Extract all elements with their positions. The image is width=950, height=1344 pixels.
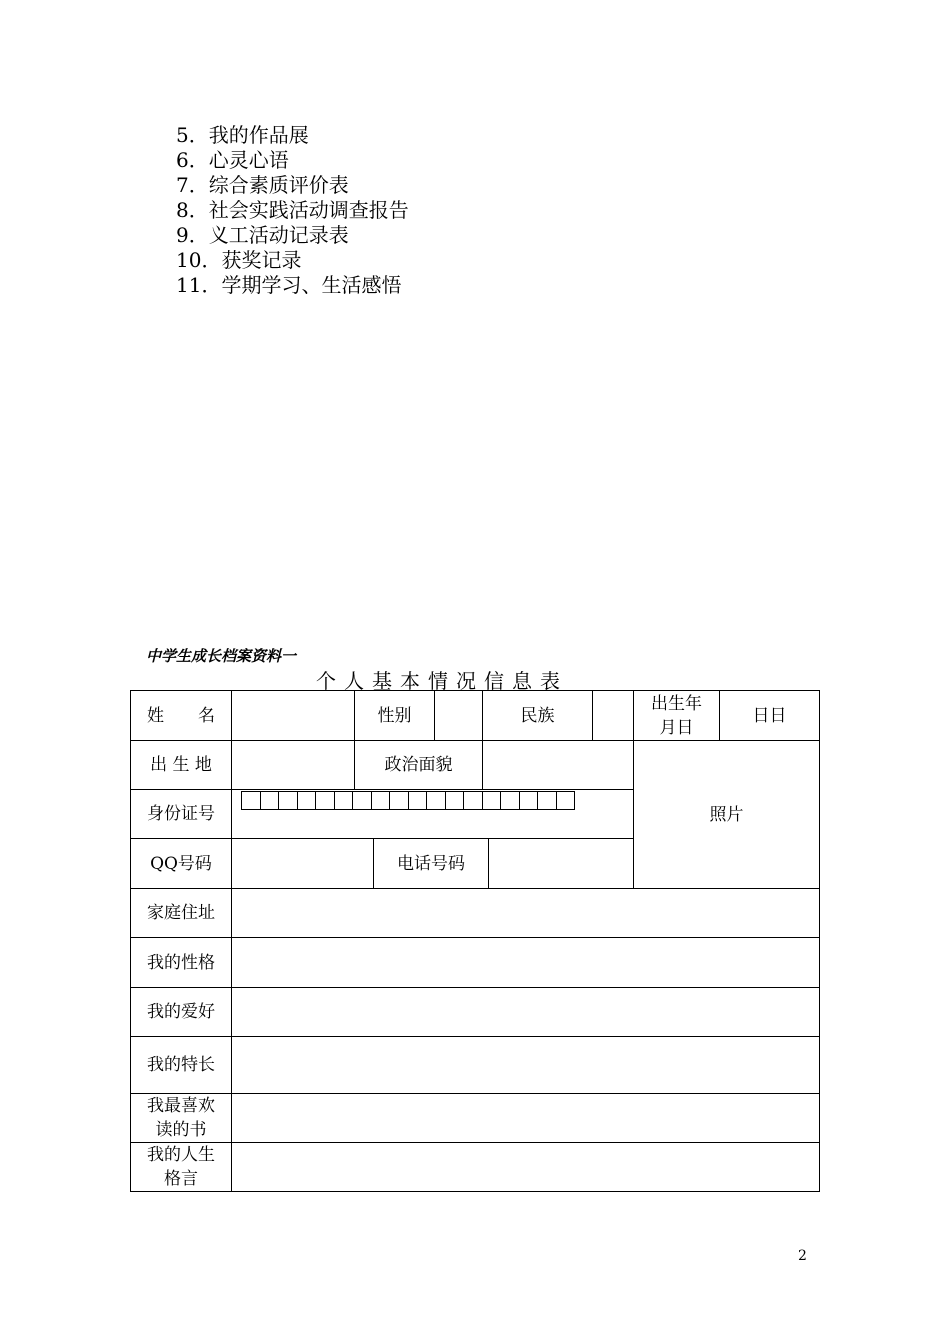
- info-form-table: [130, 690, 820, 1192]
- section-label: 中学生成长档案资料一: [146, 647, 297, 665]
- id-digit-boxes[interactable]: [241, 791, 574, 810]
- favorite-book-field[interactable]: [232, 1094, 819, 1143]
- toc-item: 5．我的作品展: [176, 123, 309, 147]
- id-digit-box[interactable]: [426, 791, 446, 810]
- personality-field[interactable]: [232, 938, 819, 988]
- birthdate-label: 出生年月日: [634, 691, 720, 741]
- toc-item: 6．心灵心语: [176, 148, 289, 172]
- birthplace-field[interactable]: [232, 741, 355, 790]
- ethnicity-field[interactable]: [593, 691, 634, 741]
- toc-item: 9．义工活动记录表: [176, 223, 349, 247]
- address-field[interactable]: [232, 889, 819, 938]
- qq-field[interactable]: [232, 839, 374, 889]
- address-label: 家庭住址: [131, 889, 232, 938]
- phone-field[interactable]: [489, 839, 634, 889]
- hobby-label: 我的爱好: [131, 988, 232, 1037]
- id-digit-box[interactable]: [482, 791, 502, 810]
- toc-item: 11．学期学习、生活感悟: [176, 273, 402, 297]
- id-digit-box[interactable]: [556, 791, 576, 810]
- qq-label: QQ号码: [131, 839, 232, 889]
- id-label: 身份证号: [131, 790, 232, 839]
- motto-field[interactable]: [232, 1143, 819, 1191]
- political-label: 政治面貌: [355, 741, 483, 790]
- hobby-field[interactable]: [232, 988, 819, 1037]
- id-digit-box[interactable]: [241, 791, 261, 810]
- id-digit-box[interactable]: [260, 791, 280, 810]
- id-digit-box[interactable]: [408, 791, 428, 810]
- birthplace-label: 出 生 地: [131, 741, 232, 790]
- id-digit-box[interactable]: [463, 791, 483, 810]
- id-digit-box[interactable]: [500, 791, 520, 810]
- toc-item: 10．获奖记录: [176, 248, 302, 272]
- motto-label: 我的人生格言: [131, 1143, 232, 1191]
- toc-item: 8．社会实践活动调查报告: [176, 198, 409, 222]
- gender-field[interactable]: [435, 691, 483, 741]
- id-digit-box[interactable]: [519, 791, 539, 810]
- id-digit-box[interactable]: [297, 791, 317, 810]
- name-field[interactable]: [232, 691, 355, 741]
- page-number: 2: [798, 1248, 807, 1264]
- phone-label: 电话号码: [374, 839, 489, 889]
- political-field[interactable]: [483, 741, 634, 790]
- id-digit-box[interactable]: [278, 791, 298, 810]
- table-title: 个人基本情况信息表: [316, 669, 568, 693]
- toc-item: 7．综合素质评价表: [176, 173, 349, 197]
- id-digit-box[interactable]: [315, 791, 335, 810]
- personality-label: 我的性格: [131, 938, 232, 988]
- id-digit-box[interactable]: [334, 791, 354, 810]
- id-digit-box[interactable]: [371, 791, 391, 810]
- id-digit-box[interactable]: [445, 791, 465, 810]
- favorite-book-label: 我最喜欢读的书: [131, 1094, 232, 1143]
- contents-list: [176, 123, 409, 298]
- name-label: 姓 名: [131, 691, 232, 741]
- birthdate-field[interactable]: 日日: [720, 691, 819, 741]
- id-digit-box[interactable]: [389, 791, 409, 810]
- specialty-field[interactable]: [232, 1037, 819, 1094]
- gender-label: 性别: [355, 691, 435, 741]
- photo-area[interactable]: 照片: [634, 741, 819, 889]
- specialty-label: 我的特长: [131, 1037, 232, 1094]
- id-digit-box[interactable]: [537, 791, 557, 810]
- ethnicity-label: 民族: [483, 691, 593, 741]
- id-digit-box[interactable]: [352, 791, 372, 810]
